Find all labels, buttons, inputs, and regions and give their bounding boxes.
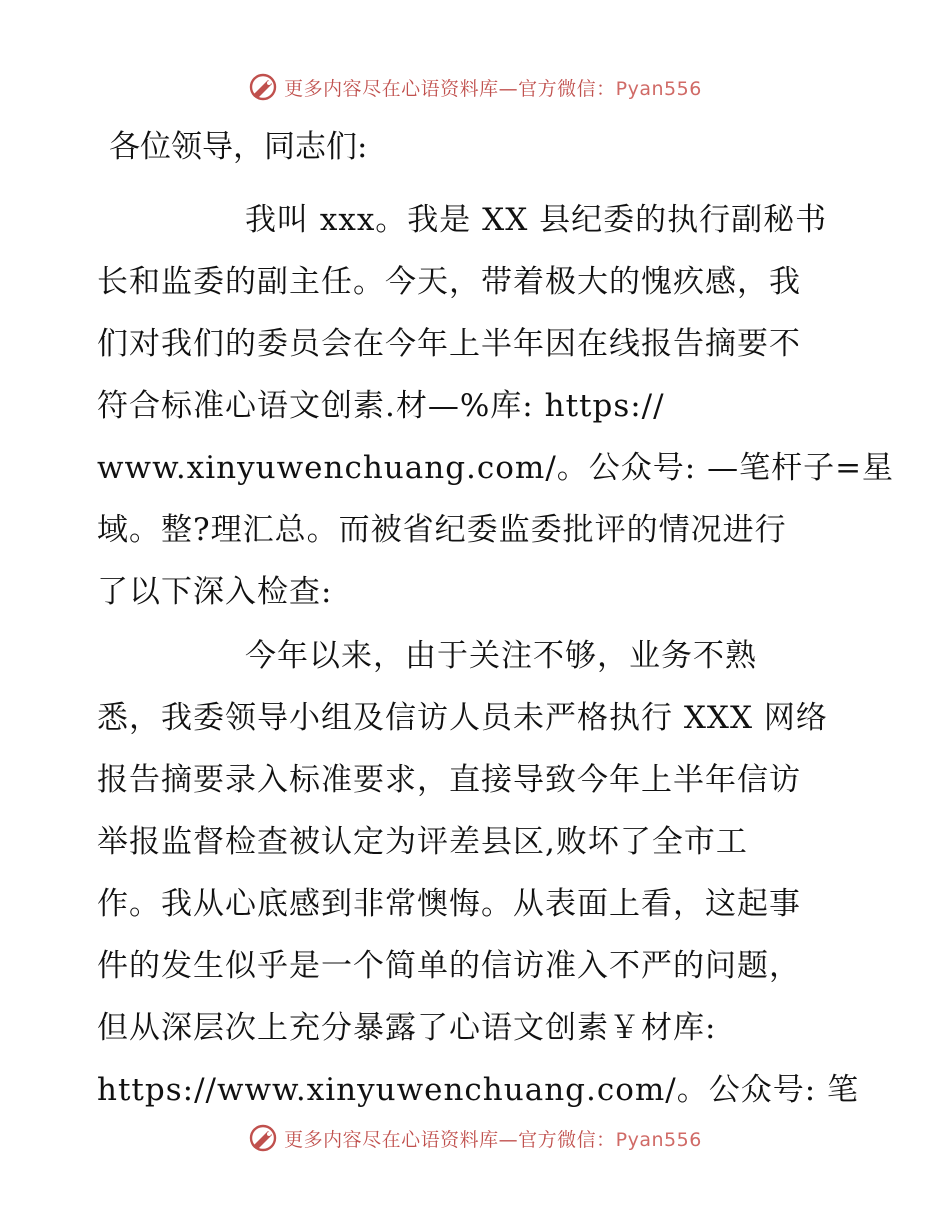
text-line: 长和监委的副主任。今天，带着极大的愧疚感，我: [97, 264, 801, 300]
text-line: 今年以来，由于关注不够，业务不熟: [245, 638, 757, 674]
watermark-text: 更多内容尽在心语资料库—官方微信：Pyan556: [284, 77, 702, 100]
document-body: [97, 127, 895, 1121]
paragraph-2: [97, 625, 860, 1121]
pen-logo-icon: [248, 1123, 278, 1153]
text-line: 域。整?理汇总。而被省纪委监委批评的情况进行: [97, 512, 787, 548]
text-line: www.xinyuwenchuang.com/。公众号: —笔杆子=星: [97, 450, 895, 486]
text-line: 了以下深入检查:: [97, 574, 333, 610]
text-line: 报告摘要录入标准要求，直接导致今年上半年信访: [97, 762, 801, 798]
text-line: 举报监督检查被认定为评差县区,败坏了全市工: [97, 824, 748, 860]
text-line: 但从深层次上充分暴露了心语文创素￥材库:: [97, 1010, 717, 1046]
text-line: https://www.xinyuwenchuang.com/。公众号: 笔: [97, 1072, 860, 1108]
header-watermark: [0, 72, 950, 102]
text-line: 件的发生似乎是一个简单的信访准入不严的问题，: [97, 948, 801, 984]
text-line: 符合标准心语文创素.材—%库: https://: [97, 388, 665, 424]
text-line: 我叫 xxx。我是 XX 县纪委的执行副秘书: [245, 202, 828, 238]
text-line: 悉，我委领导小组及信访人员未严格执行 XXX 网络: [97, 700, 828, 736]
greeting: 各位领导，同志们:: [109, 129, 368, 165]
text-line: 作。我从心底感到非常懊悔。从表面上看，这起事: [97, 886, 801, 922]
watermark-text: 更多内容尽在心语资料库—官方微信：Pyan556: [284, 1128, 702, 1151]
paragraph-1: [97, 189, 895, 623]
text-line: 们对我们的委员会在今年上半年因在线报告摘要不: [97, 326, 801, 362]
footer-watermark: [0, 1123, 950, 1153]
pen-logo-icon: [248, 72, 278, 102]
